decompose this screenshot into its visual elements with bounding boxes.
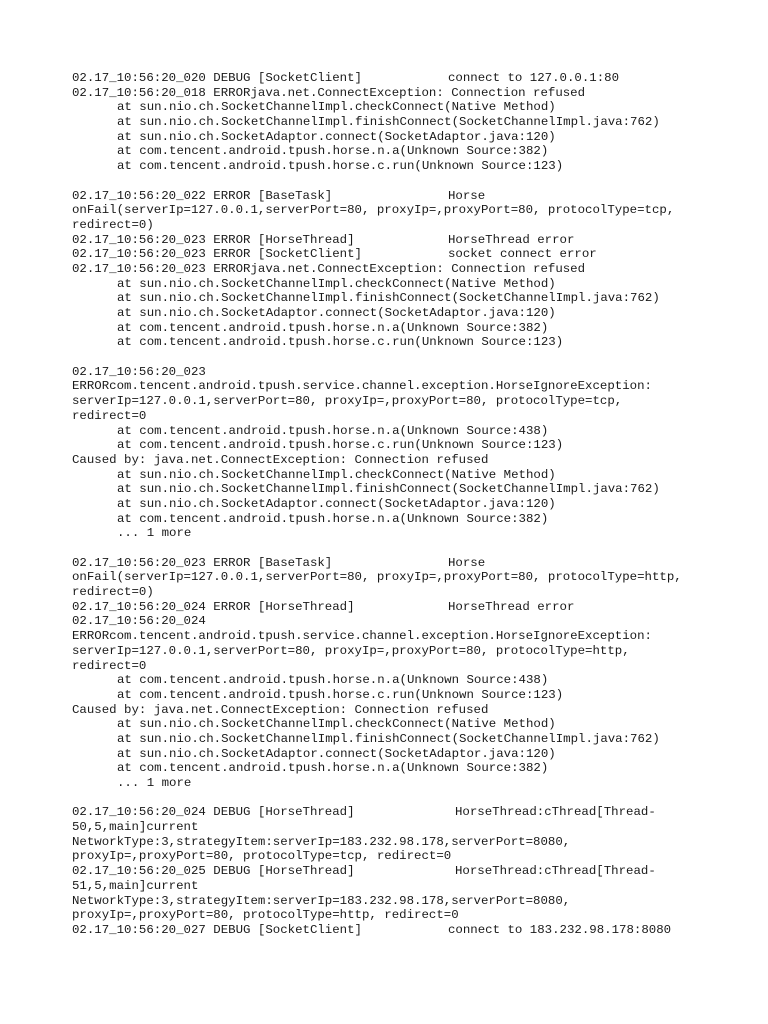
log-line-text: at com.tencent.android.tpush.horse.n.a(Unknown Source:382) [117, 761, 549, 776]
log-line-text: 51,5,main]current [72, 878, 199, 893]
log-line [72, 864, 752, 879]
log-line-text: at sun.nio.ch.SocketChannelImpl.finishConnect(SocketChannelImpl.java:762) [117, 291, 660, 306]
log-line-text: at sun.nio.ch.SocketAdaptor.connect(SocketAdaptor.java:120) [117, 129, 556, 144]
log-line [72, 659, 752, 674]
log-line-text: at sun.nio.ch.SocketChannelImpl.checkConnect(Native Method) [117, 276, 556, 291]
log-line-text: at com.tencent.android.tpush.horse.n.a(Unknown Source:382) [117, 144, 549, 159]
log-message: Horse [448, 555, 486, 570]
log-line-text: 02.17_10:56:20_023 ERROR [HorseThread] [72, 232, 355, 247]
log-line-text: at sun.nio.ch.SocketChannelImpl.finishConnect(SocketChannelImpl.java:762) [117, 731, 660, 746]
stack-trace-line [72, 130, 752, 145]
log-line [72, 218, 752, 233]
log-line-text: redirect=0) [72, 217, 154, 232]
log-line-text: 02.17_10:56:20_023 [72, 364, 206, 379]
log-line [72, 409, 752, 424]
block-spacer [72, 174, 752, 189]
log-line [72, 879, 752, 894]
log-line-text: at sun.nio.ch.SocketAdaptor.connect(SocketAdaptor.java:120) [117, 746, 556, 761]
stack-trace-line [72, 526, 752, 541]
stack-trace-line [72, 335, 752, 350]
log-line [72, 262, 752, 277]
log-line-text: Caused by: java.net.ConnectException: Connection refused [72, 702, 489, 717]
stack-trace-line [72, 776, 752, 791]
log-line-text: at sun.nio.ch.SocketAdaptor.connect(SocketAdaptor.java:120) [117, 306, 556, 320]
log-message: connect to 127.0.0.1:80 [448, 71, 620, 85]
log-line-text: at sun.nio.ch.SocketChannelImpl.finishConnect(SocketChannelImpl.java:762) [117, 482, 660, 497]
log-line-text: ... 1 more [117, 526, 192, 541]
log-line-text: 02.17_10:56:20_023 ERROR [SocketClient] [72, 247, 362, 262]
log-line [72, 453, 752, 468]
log-line-text: 02.17_10:56:20_024 [72, 614, 206, 629]
stack-trace-line [72, 512, 752, 527]
log-entry-block [72, 556, 752, 791]
stack-trace-line [72, 761, 752, 776]
log-line-text: at sun.nio.ch.SocketChannelImpl.checkConnect(Native Method) [117, 100, 556, 115]
stack-trace-line [72, 291, 752, 306]
log-line [72, 849, 752, 864]
log-line [72, 894, 752, 909]
log-entry-block [72, 805, 752, 937]
block-spacer [72, 791, 752, 806]
log-line-text: at sun.nio.ch.SocketChannelImpl.checkConnect(Native Method) [117, 467, 556, 482]
log-line-text: 02.17_10:56:20_018 ERRORjava.net.ConnectException: Connection refused [72, 85, 586, 100]
log-line-text: at sun.nio.ch.SocketChannelImpl.finishConnect(SocketChannelImpl.java:762) [117, 115, 660, 130]
block-spacer [72, 541, 752, 556]
stack-trace-line [72, 438, 752, 453]
log-line-text: 02.17_10:56:20_025 DEBUG [HorseThread] [72, 864, 355, 879]
log-line [72, 585, 752, 600]
log-line-text: 02.17_10:56:20_023 ERRORjava.net.ConnectException: Connection refused [72, 261, 586, 276]
stack-trace-line [72, 144, 752, 159]
log-line-text: NetworkType:3,strategyItem:serverIp=183.232.98.178,serverPort=8080, [72, 834, 571, 849]
log-entry-block [72, 71, 752, 174]
log-line-text: onFail(serverIp=127.0.0.1,serverPort=80, proxyIp=,proxyPort=80, protocolType=http, [72, 570, 682, 585]
stack-trace-line [72, 115, 752, 130]
stack-trace-line [72, 717, 752, 732]
log-line [72, 703, 752, 718]
log-message: HorseThread:cThread[Thread- [455, 805, 656, 820]
log-line-text: ERRORcom.tencent.android.tpush.service.channel.exception.HorseIgnoreException: [72, 629, 652, 644]
log-line [72, 394, 752, 409]
log-line-text: 50,5,main]current [72, 820, 199, 835]
log-line-text: 02.17_10:56:20_024 DEBUG [HorseThread] [72, 805, 355, 820]
log-line [72, 835, 752, 850]
log-line-text: 02.17_10:56:20_020 DEBUG [SocketClient] [72, 71, 362, 85]
log-entry-block [72, 189, 752, 351]
log-line-text: 02.17_10:56:20_024 ERROR [HorseThread] [72, 599, 355, 614]
log-message: HorseThread error [448, 232, 575, 247]
log-line-text: at sun.nio.ch.SocketChannelImpl.checkConnect(Native Method) [117, 717, 556, 732]
log-line [72, 908, 752, 923]
log-document [72, 71, 752, 938]
stack-trace-line [72, 159, 752, 174]
log-line [72, 379, 752, 394]
log-message: connect to 183.232.98.178:8080 [448, 922, 672, 937]
stack-trace-line [72, 497, 752, 512]
log-line-text: at com.tencent.android.tpush.horse.n.a(Unknown Source:438) [117, 423, 549, 438]
log-line [72, 556, 752, 571]
stack-trace-line [72, 688, 752, 703]
log-line [72, 365, 752, 380]
log-line [72, 805, 752, 820]
log-line-text: redirect=0 [72, 408, 147, 423]
log-line [72, 570, 752, 585]
log-line-text: serverIp=127.0.0.1,serverPort=80, proxyIp=,proxyPort=80, protocolType=tcp, [72, 394, 623, 409]
log-line [72, 600, 752, 615]
stack-trace-line [72, 306, 752, 321]
stack-trace-line [72, 747, 752, 762]
log-line [72, 203, 752, 218]
stack-trace-line [72, 321, 752, 336]
stack-trace-line [72, 468, 752, 483]
log-line-text: serverIp=127.0.0.1,serverPort=80, proxyIp=,proxyPort=80, protocolType=http, [72, 643, 630, 658]
stack-trace-line [72, 673, 752, 688]
log-line-text: 02.17_10:56:20_022 ERROR [BaseTask] [72, 188, 333, 203]
log-message: HorseThread:cThread[Thread- [455, 864, 656, 879]
log-line-text: 02.17_10:56:20_023 ERROR [BaseTask] [72, 555, 333, 570]
log-line-text: at com.tencent.android.tpush.horse.n.a(Unknown Source:382) [117, 511, 549, 526]
stack-trace-line [72, 732, 752, 747]
log-line-text: at com.tencent.android.tpush.horse.n.a(Unknown Source:382) [117, 320, 549, 335]
log-message: Horse [448, 188, 486, 203]
log-line [72, 233, 752, 248]
log-line-text: at com.tencent.android.tpush.horse.n.a(Unknown Source:438) [117, 673, 549, 688]
stack-trace-line [72, 100, 752, 115]
log-line-text: at com.tencent.android.tpush.horse.c.run(Unknown Source:123) [117, 335, 564, 350]
log-message: socket connect error [448, 247, 597, 262]
stack-trace-line [72, 482, 752, 497]
log-entry-block [72, 365, 752, 541]
log-line-text: at sun.nio.ch.SocketAdaptor.connect(SocketAdaptor.java:120) [117, 496, 556, 511]
log-line-text: proxyIp=,proxyPort=80, protocolType=http, redirect=0 [72, 908, 459, 923]
log-line [72, 189, 752, 204]
log-line-text: redirect=0) [72, 585, 154, 600]
block-spacer [72, 350, 752, 365]
log-line-text: at com.tencent.android.tpush.horse.c.run(Unknown Source:123) [117, 159, 564, 174]
log-line-text: ERRORcom.tencent.android.tpush.service.channel.exception.HorseIgnoreException: [72, 379, 652, 394]
stack-trace-line [72, 424, 752, 439]
log-line [72, 86, 752, 101]
log-line [72, 629, 752, 644]
log-line [72, 820, 752, 835]
log-line-text: at com.tencent.android.tpush.horse.c.run(Unknown Source:123) [117, 438, 564, 453]
log-line [72, 644, 752, 659]
log-line [72, 247, 752, 262]
log-line-text: NetworkType:3,strategyItem:serverIp=183.232.98.178,serverPort=8080, [72, 893, 571, 908]
log-line-text: proxyIp=,proxyPort=80, protocolType=tcp, redirect=0 [72, 849, 452, 864]
log-line-text: Caused by: java.net.ConnectException: Connection refused [72, 452, 489, 467]
log-line-text: at com.tencent.android.tpush.horse.c.run(Unknown Source:123) [117, 687, 564, 702]
log-line-text: 02.17_10:56:20_027 DEBUG [SocketClient] [72, 922, 362, 937]
log-line-text: redirect=0 [72, 658, 147, 673]
stack-trace-line [72, 277, 752, 292]
log-line-text: onFail(serverIp=127.0.0.1,serverPort=80, proxyIp=,proxyPort=80, protocolType=tcp, [72, 203, 675, 218]
log-line-text: ... 1 more [117, 776, 192, 790]
log-line [72, 71, 752, 86]
log-line [72, 923, 752, 938]
log-message: HorseThread error [448, 599, 575, 614]
log-line [72, 614, 752, 629]
